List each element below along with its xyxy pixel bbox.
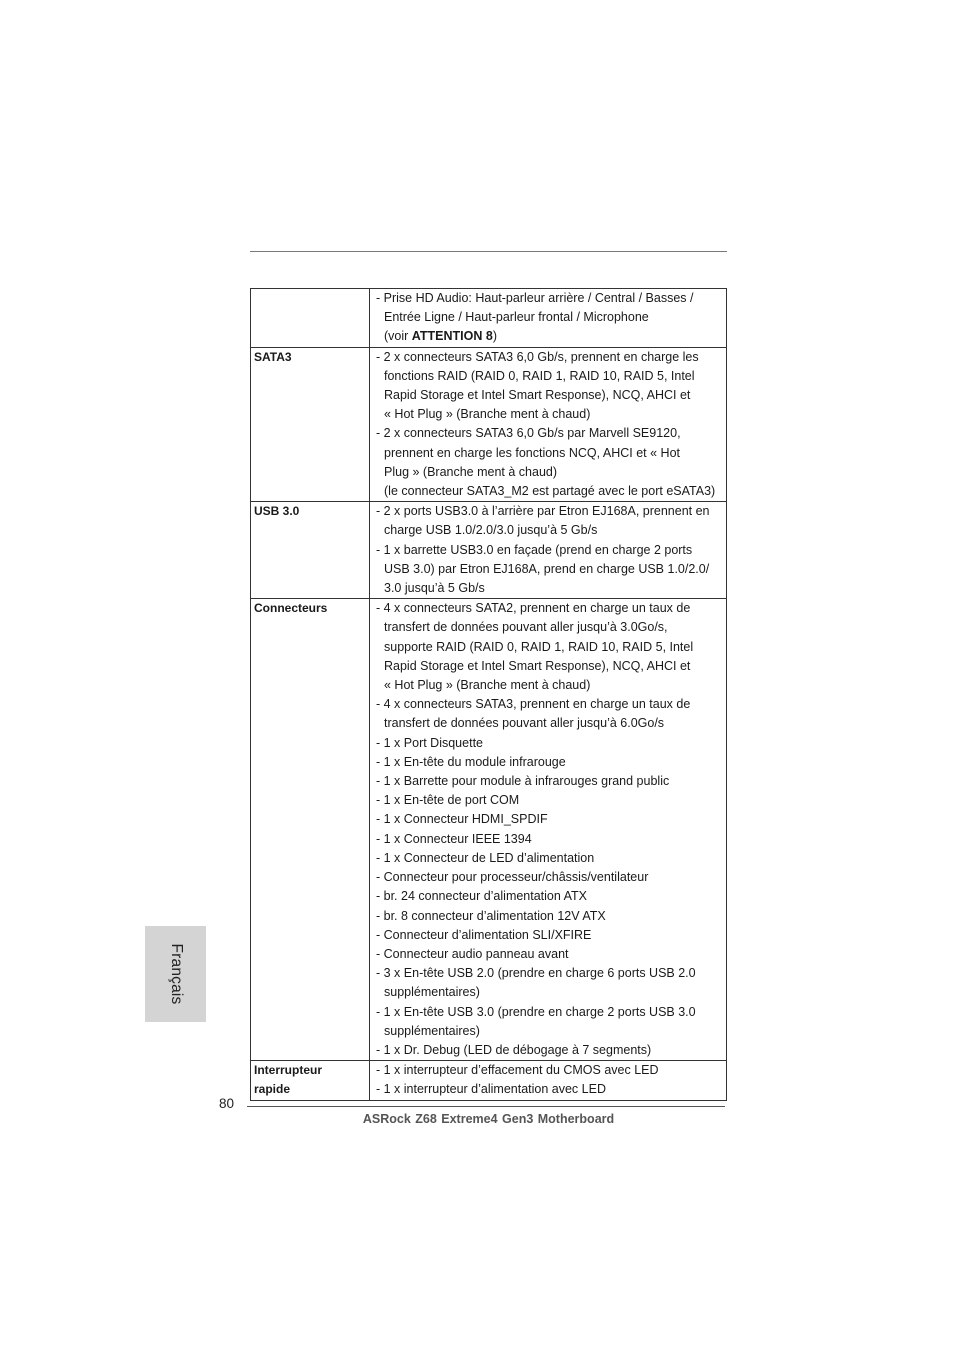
top-rule xyxy=(250,251,727,252)
language-tab xyxy=(145,926,206,1022)
spec-item xyxy=(376,1061,724,1080)
spec-row xyxy=(251,1061,727,1100)
spec-item-line: charge USB 1.0/2.0/3.0 jusqu’à 5 Gb/s xyxy=(384,523,598,538)
spec-item-line: transfert de données pouvant aller jusqu’à 3.0Go/s, xyxy=(384,620,668,635)
footer-title: ASRock Z68 Extreme4 Gen3 Motherboard xyxy=(362,1112,615,1126)
spec-item-line: prennent en charge les fonctions NCQ, AHCI et « Hot xyxy=(384,445,680,460)
spec-item-line: - Connecteur audio panneau avant xyxy=(376,946,569,961)
spec-item-line: - Connecteur d’alimentation SLI/XFIRE xyxy=(376,927,592,942)
spec-item-line: - 2 x ports USB3.0 à l’arrière par Etron EJ168A, prennent en xyxy=(376,504,710,519)
spec-item-line: (voir ATTENTION 8) xyxy=(384,329,497,344)
spec-item-line: Plug » (Branche ment à chaud) xyxy=(384,464,558,479)
spec-item xyxy=(376,907,724,926)
spec-item-line: 3.0 jusqu’à 5 Gb/s xyxy=(384,581,485,596)
spec-label-cell xyxy=(251,1061,370,1100)
spec-item xyxy=(376,734,724,753)
spec-item xyxy=(376,289,724,347)
spec-content-cell xyxy=(370,347,727,502)
spec-item-line: - 3 x En-tête USB 2.0 (prendre en charge 6 ports USB 2.0 xyxy=(376,966,696,981)
spec-label: Interrupteur rapide xyxy=(254,1063,323,1097)
spec-label-cell xyxy=(251,289,370,348)
spec-item-line: - 1 x En-tête du module infrarouge xyxy=(376,754,566,769)
bottom-rule xyxy=(247,1106,725,1107)
spec-item-line: - 1 x Dr. Debug (LED de débogage à 7 segments) xyxy=(376,1042,652,1057)
spec-item-line: supporte RAID (RAID 0, RAID 1, RAID 10, RAID 5, Intel xyxy=(384,639,694,654)
spec-item xyxy=(376,810,724,829)
spec-label: SATA3 xyxy=(254,349,292,364)
spec-item xyxy=(376,868,724,887)
spec-item-line: - 2 x connecteurs SATA3 6,0 Gb/s par Marvell SE9120, xyxy=(376,426,681,441)
spec-item-line: - 1 x Port Disquette xyxy=(376,735,483,750)
spec-row xyxy=(251,599,727,1061)
spec-item-line: - 4 x connecteurs SATA3, prennent en charge un taux de xyxy=(376,697,691,712)
spec-item-line: - 1 x Connecteur HDMI_SPDIF xyxy=(376,812,548,827)
spec-content-cell xyxy=(370,599,727,1061)
spec-item xyxy=(376,348,724,425)
spec-item-line: « Hot Plug » (Branche ment à chaud) xyxy=(384,407,591,422)
spec-item xyxy=(376,1080,724,1099)
spec-table xyxy=(250,288,727,1101)
spec-item-line: (le connecteur SATA3_M2 est partagé avec le port eSATA3) xyxy=(384,484,716,499)
spec-label: USB 3.0 xyxy=(254,504,300,519)
spec-label-cell xyxy=(251,599,370,1061)
spec-item xyxy=(376,830,724,849)
spec-label-cell xyxy=(251,347,370,502)
spec-item-line: - 1 x En-tête de port COM xyxy=(376,793,520,808)
spec-item xyxy=(376,695,724,733)
spec-item xyxy=(376,887,724,906)
spec-item-line: supplémentaires) xyxy=(384,985,480,1000)
spec-item-line: - br. 8 connecteur d’alimentation 12V ATX xyxy=(376,908,606,923)
spec-item xyxy=(376,926,724,945)
spec-row xyxy=(251,502,727,599)
spec-label-cell xyxy=(251,502,370,599)
language-tab-label: Français xyxy=(167,943,185,1005)
spec-item xyxy=(376,424,724,501)
spec-item-line: transfert de données pouvant aller jusqu’à 6.0Go/s xyxy=(384,716,665,731)
spec-content-cell xyxy=(370,1061,727,1100)
spec-item-line: supplémentaires) xyxy=(384,1023,480,1038)
spec-item xyxy=(376,964,724,1002)
spec-item xyxy=(376,772,724,791)
spec-item-line: Rapid Storage et Intel Smart Response), NCQ, AHCI et xyxy=(384,388,691,403)
spec-content-cell xyxy=(370,289,727,348)
spec-item xyxy=(376,1003,724,1041)
spec-item-line: USB 3.0) par Etron EJ168A, prend en charge USB 1.0/2.0/ xyxy=(384,561,710,576)
spec-item-line: - Prise HD Audio: Haut-parleur arrière / Central / Basses / xyxy=(376,291,694,305)
spec-item xyxy=(376,1041,724,1060)
spec-item-line: « Hot Plug » (Branche ment à chaud) xyxy=(384,678,591,693)
spec-label: Connecteurs xyxy=(254,601,328,616)
spec-item xyxy=(376,791,724,810)
spec-row xyxy=(251,347,727,502)
spec-item xyxy=(376,849,724,868)
spec-item xyxy=(376,541,724,599)
spec-item-line: Rapid Storage et Intel Smart Response), NCQ, AHCI et xyxy=(384,658,691,673)
spec-item xyxy=(376,502,724,540)
spec-item-line: Entrée Ligne / Haut-parleur frontal / Microphone xyxy=(384,310,649,325)
spec-item-line: - Connecteur pour processeur/châssis/ventilateur xyxy=(376,870,649,885)
spec-item-line: - 4 x connecteurs SATA2, prennent en charge un taux de xyxy=(376,601,691,616)
spec-content-cell xyxy=(370,502,727,599)
spec-row xyxy=(251,289,727,348)
spec-item-line: - 1 x barrette USB3.0 en façade (prend en charge 2 ports xyxy=(376,542,693,557)
spec-item-line: - br. 24 connecteur d’alimentation ATX xyxy=(376,889,587,904)
spec-item xyxy=(376,599,724,695)
spec-item xyxy=(376,945,724,964)
spec-item-line: - 1 x interrupteur d’effacement du CMOS avec LED xyxy=(376,1063,659,1078)
page-number: 80 xyxy=(219,1096,235,1111)
spec-item-line: - 1 x Connecteur de LED d’alimentation xyxy=(376,850,595,865)
spec-item-line: - 1 x Connecteur IEEE 1394 xyxy=(376,831,532,846)
spec-item-line: - 2 x connecteurs SATA3 6,0 Gb/s, prennent en charge les xyxy=(376,349,699,364)
spec-item-line: fonctions RAID (RAID 0, RAID 1, RAID 10, RAID 5, Intel xyxy=(384,368,695,383)
spec-item-line: - 1 x Barrette pour module à infrarouges grand public xyxy=(376,774,670,789)
spec-item xyxy=(376,753,724,772)
spec-item-line: - 1 x En-tête USB 3.0 (prendre en charge 2 ports USB 3.0 xyxy=(376,1004,696,1019)
spec-item-line: - 1 x interrupteur d’alimentation avec LED xyxy=(376,1082,606,1097)
